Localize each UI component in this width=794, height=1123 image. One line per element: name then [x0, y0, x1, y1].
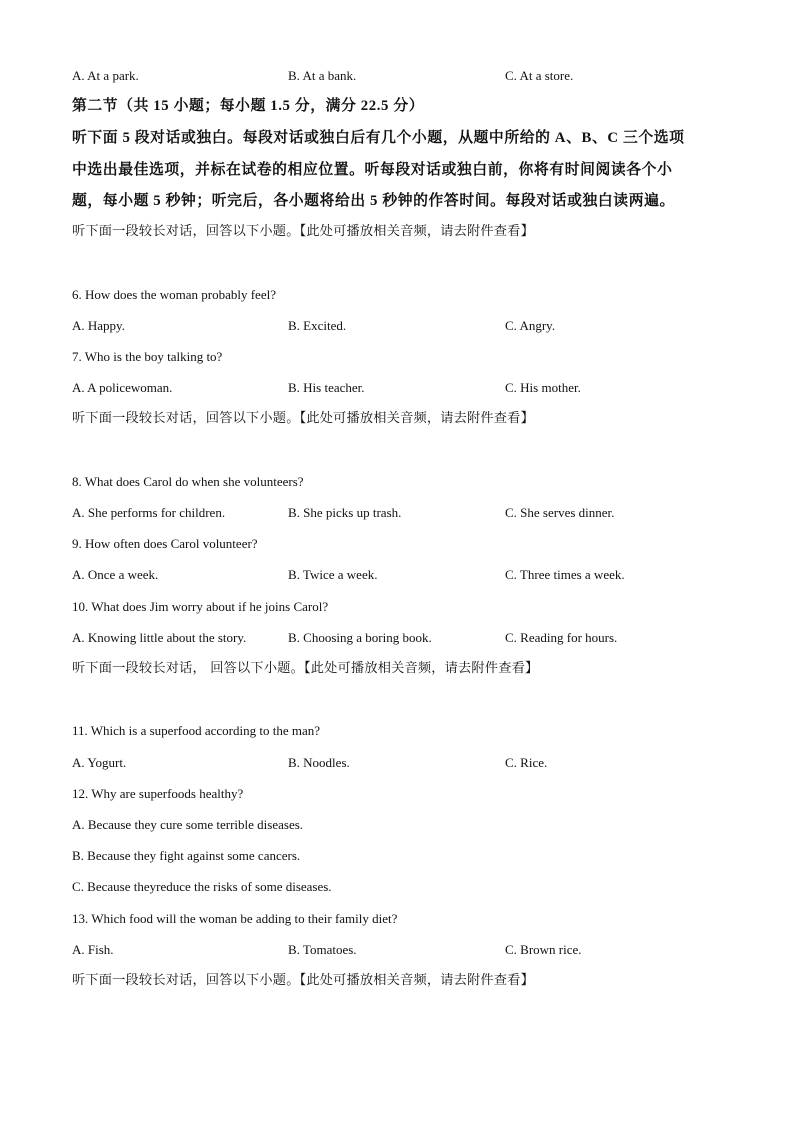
question-9: 9. How often does Carol volunteer? [72, 536, 258, 551]
option-b-q12: B. Because they fight against some cancers. [72, 848, 301, 863]
option-c: C. Three times a week. [505, 567, 625, 582]
option-a: A. At a park. [72, 68, 139, 83]
option-b: B. His teacher. [288, 380, 365, 395]
option-b: B. At a bank. [288, 68, 357, 83]
options-row-q6 [72, 318, 732, 334]
option-a: A. Fish. [72, 942, 114, 957]
option-a: A. Once a week. [72, 567, 159, 582]
audio-prompt: 听下面一段较长对话，回答以下小题。【此处可播放相关音频，请去附件查看】 [72, 973, 534, 988]
instructions-line-1: 听下面 5 段对话或独白。每段对话或独白后有几个小题，从题中所给的 A、B、C 三个选项 [72, 130, 685, 146]
option-c: C. She serves dinner. [505, 505, 615, 520]
option-b: B. Choosing a boring book. [288, 630, 432, 645]
option-b: B. Noodles. [288, 755, 350, 770]
option-a: A. Knowing little about the story. [72, 630, 247, 645]
question-13: 13. Which food will the woman be adding to their family diet? [72, 911, 398, 926]
options-row-q8 [72, 505, 732, 521]
option-a: A. Yogurt. [72, 755, 127, 770]
options-row-q13 [72, 942, 732, 958]
option-c: C. His mother. [505, 380, 581, 395]
option-c: C. Reading for hours. [505, 630, 618, 645]
question-8: 8. What does Carol do when she volunteers? [72, 474, 304, 489]
option-a: A. Happy. [72, 318, 125, 333]
section-heading: 第二节（共 15 小题；每小题 1.5 分，满分 22.5 分） [72, 98, 425, 114]
option-a-q12: A. Because they cure some terrible diseases. [72, 817, 304, 832]
options-row-q5 [72, 68, 732, 84]
options-row-q9 [72, 567, 732, 583]
option-b: B. Twice a week. [288, 567, 378, 582]
audio-prompt: 听下面一段较长对话，回答以下小题。【此处可播放相关音频，请去附件查看】 [72, 224, 534, 239]
option-b: B. Excited. [288, 318, 347, 333]
option-c: C. At a store. [505, 68, 574, 83]
question-11: 11. Which is a superfood according to the man? [72, 723, 321, 738]
option-a: A. She performs for children. [72, 505, 226, 520]
option-a: A. A policewoman. [72, 380, 173, 395]
instructions-line-3: 题，每小题 5 秒钟；听完后，各小题将给出 5 秒钟的作答时间。每段对话或独白读两遍。 [72, 193, 675, 209]
instructions-line-2: 中选出最佳选项，并标在试卷的相应位置。听每段对话或独白前，你将有时间阅读各个小 [72, 162, 673, 178]
options-row-q11 [72, 755, 732, 771]
question-7: 7. Who is the boy talking to? [72, 349, 223, 364]
question-12: 12. Why are superfoods healthy? [72, 786, 244, 801]
option-b: B. She picks up trash. [288, 505, 402, 520]
options-row-q7 [72, 380, 732, 396]
option-c: C. Angry. [505, 318, 556, 333]
option-c: C. Rice. [505, 755, 548, 770]
option-c: C. Brown rice. [505, 942, 582, 957]
options-row-q10 [72, 630, 732, 646]
question-6: 6. How does the woman probably feel? [72, 287, 276, 302]
question-10: 10. What does Jim worry about if he joins Carol? [72, 599, 329, 614]
option-b: B. Tomatoes. [288, 942, 357, 957]
audio-prompt: 听下面一段较长对话，回答以下小题。【此处可播放相关音频，请去附件查看】 [72, 411, 534, 426]
option-c-q12: C. Because theyreduce the risks of some diseases. [72, 879, 332, 894]
audio-prompt: 听下面一段较长对话， 回答以下小题。【此处可播放相关音频，请去附件查看】 [72, 661, 539, 676]
